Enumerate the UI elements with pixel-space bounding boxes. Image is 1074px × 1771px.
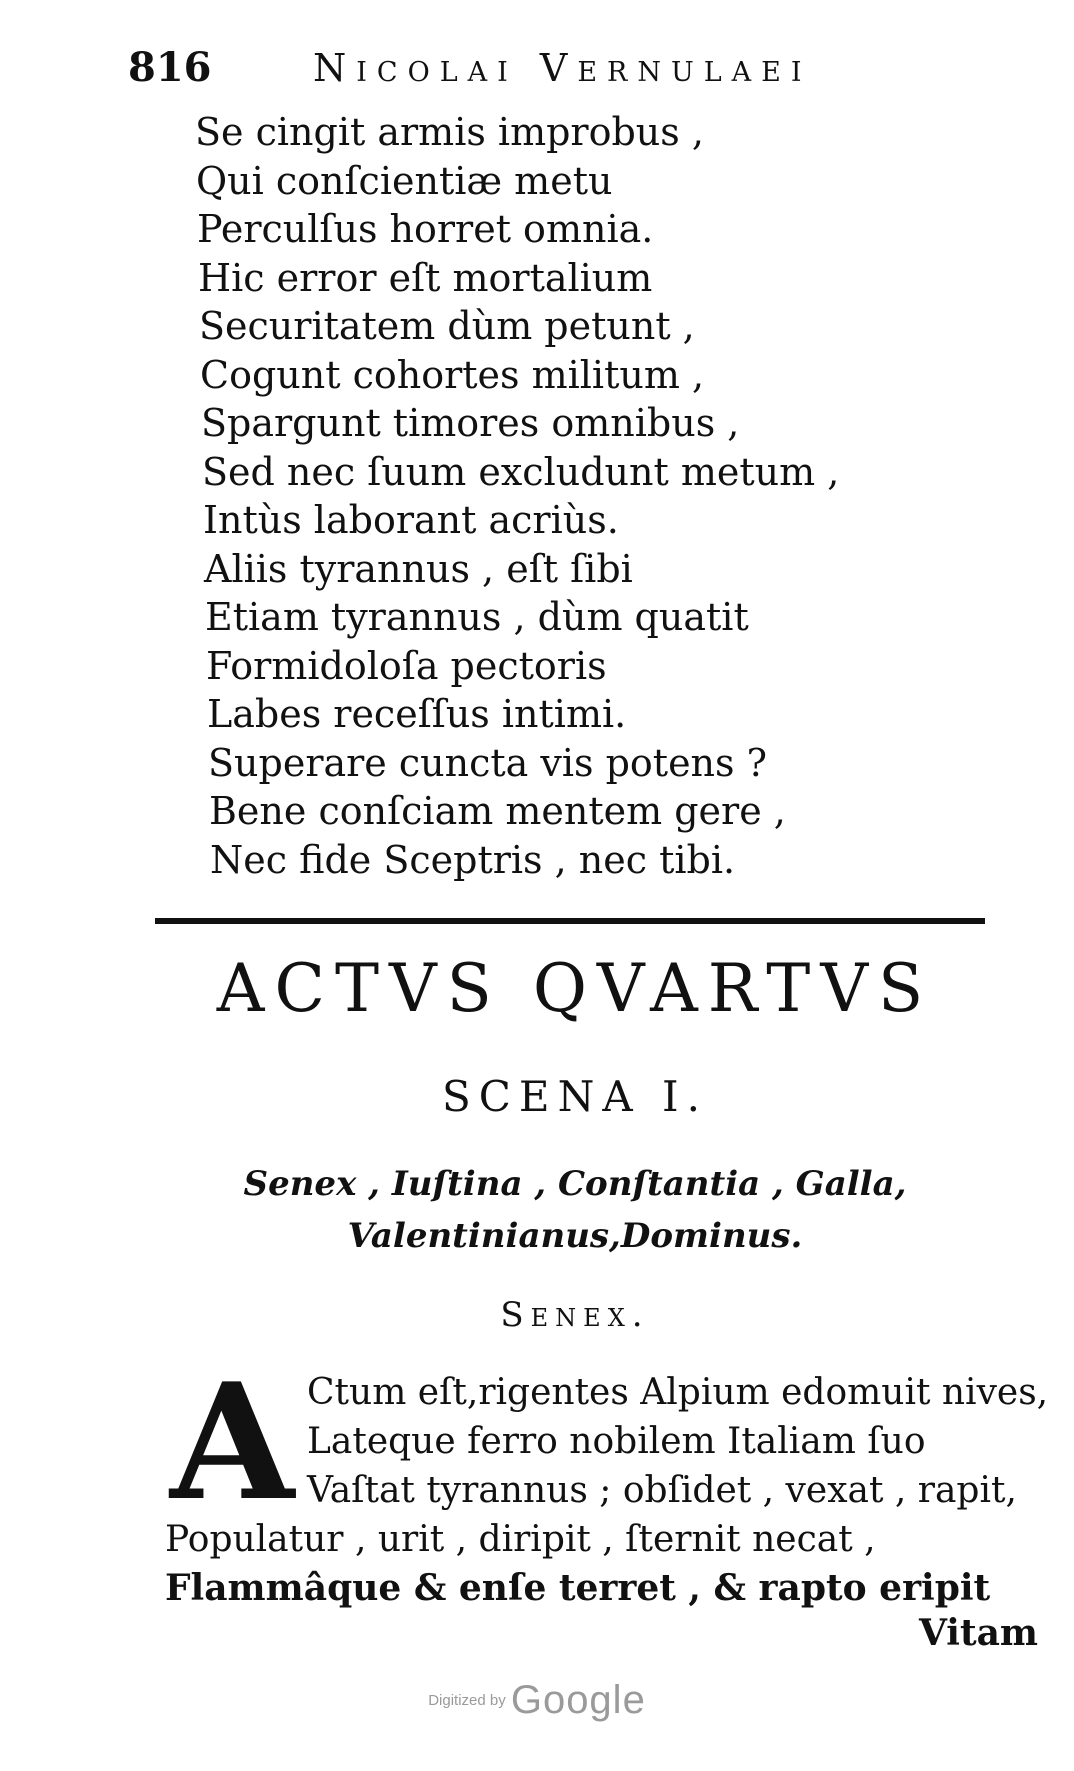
verse-line: Se cingit armis improbus , [195, 110, 704, 154]
scene-title: SCENA I. [442, 1072, 708, 1121]
personae-line: Senex , Iuſtina , Conſtantia , Galla, [243, 1164, 907, 1204]
verse-line: Labes receſſus intimi. [207, 692, 627, 736]
speech-line: Populatur , urit , diripit , ſternit necat , [165, 1519, 876, 1560]
verse-line: Intùs laborant acriùs. [203, 498, 619, 542]
section-rule [155, 918, 985, 924]
verse-block [195, 108, 895, 884]
verse-line: Etiam tyrannus , dùm quatit [205, 595, 749, 639]
digitized-watermark [0, 1678, 1074, 1723]
page-number: 816 [128, 44, 212, 91]
verse-line: Hic error eſt mortalium [198, 255, 653, 300]
verse-line: Qui conſcientiæ metu [196, 158, 613, 203]
google-logo: Google [510, 1678, 646, 1722]
speech-text [165, 1368, 1049, 1613]
verse-line: Bene conſciam mentem gere , [209, 789, 786, 833]
running-head: Nicolai Vernulaei [313, 46, 812, 90]
verse-line: Cogunt cohortes militum , [200, 352, 705, 397]
personae-line: Valentinianus,Dominus. [347, 1216, 803, 1256]
page-header [128, 44, 908, 94]
speech-line: Vaſtat tyrannus ; obſidet , vexat , rapit, [307, 1470, 1017, 1511]
verse-line: Spargunt timores omnibus , [201, 401, 740, 445]
speech-line: Ctum eſt,rigentes Alpium edomuit nives, [307, 1372, 1049, 1413]
speech-line: Flammâque & enſe terret , & rapto eripit [165, 1567, 991, 1609]
verse-line: Formidoloſa pectoris [206, 643, 607, 688]
act-title: ACTVS QVARTVS [216, 950, 934, 1027]
verse-line: Aliis tyrannus , eſt ſibi [204, 546, 633, 591]
catchword: Vitam [918, 1612, 1038, 1654]
watermark-prefix: Digitized by [428, 1692, 506, 1709]
speech-line: Lateque ferro nobilem Italiam ſuo [307, 1421, 926, 1462]
verse-line: Perculſus horret omnia. [197, 207, 654, 251]
verse-line: Superare cuncta vis potens ? [208, 740, 767, 785]
verse-line: Sed nec ſuum excludunt metum , [202, 449, 840, 494]
speaker-heading: Senex. [500, 1295, 650, 1335]
drop-cap: A [170, 1348, 295, 1536]
verse-line: Nec fide Sceptris , nec tibi. [210, 837, 736, 882]
verse-line: Securitatem dùm petunt , [199, 304, 695, 348]
dramatis-personae [150, 1158, 1000, 1262]
